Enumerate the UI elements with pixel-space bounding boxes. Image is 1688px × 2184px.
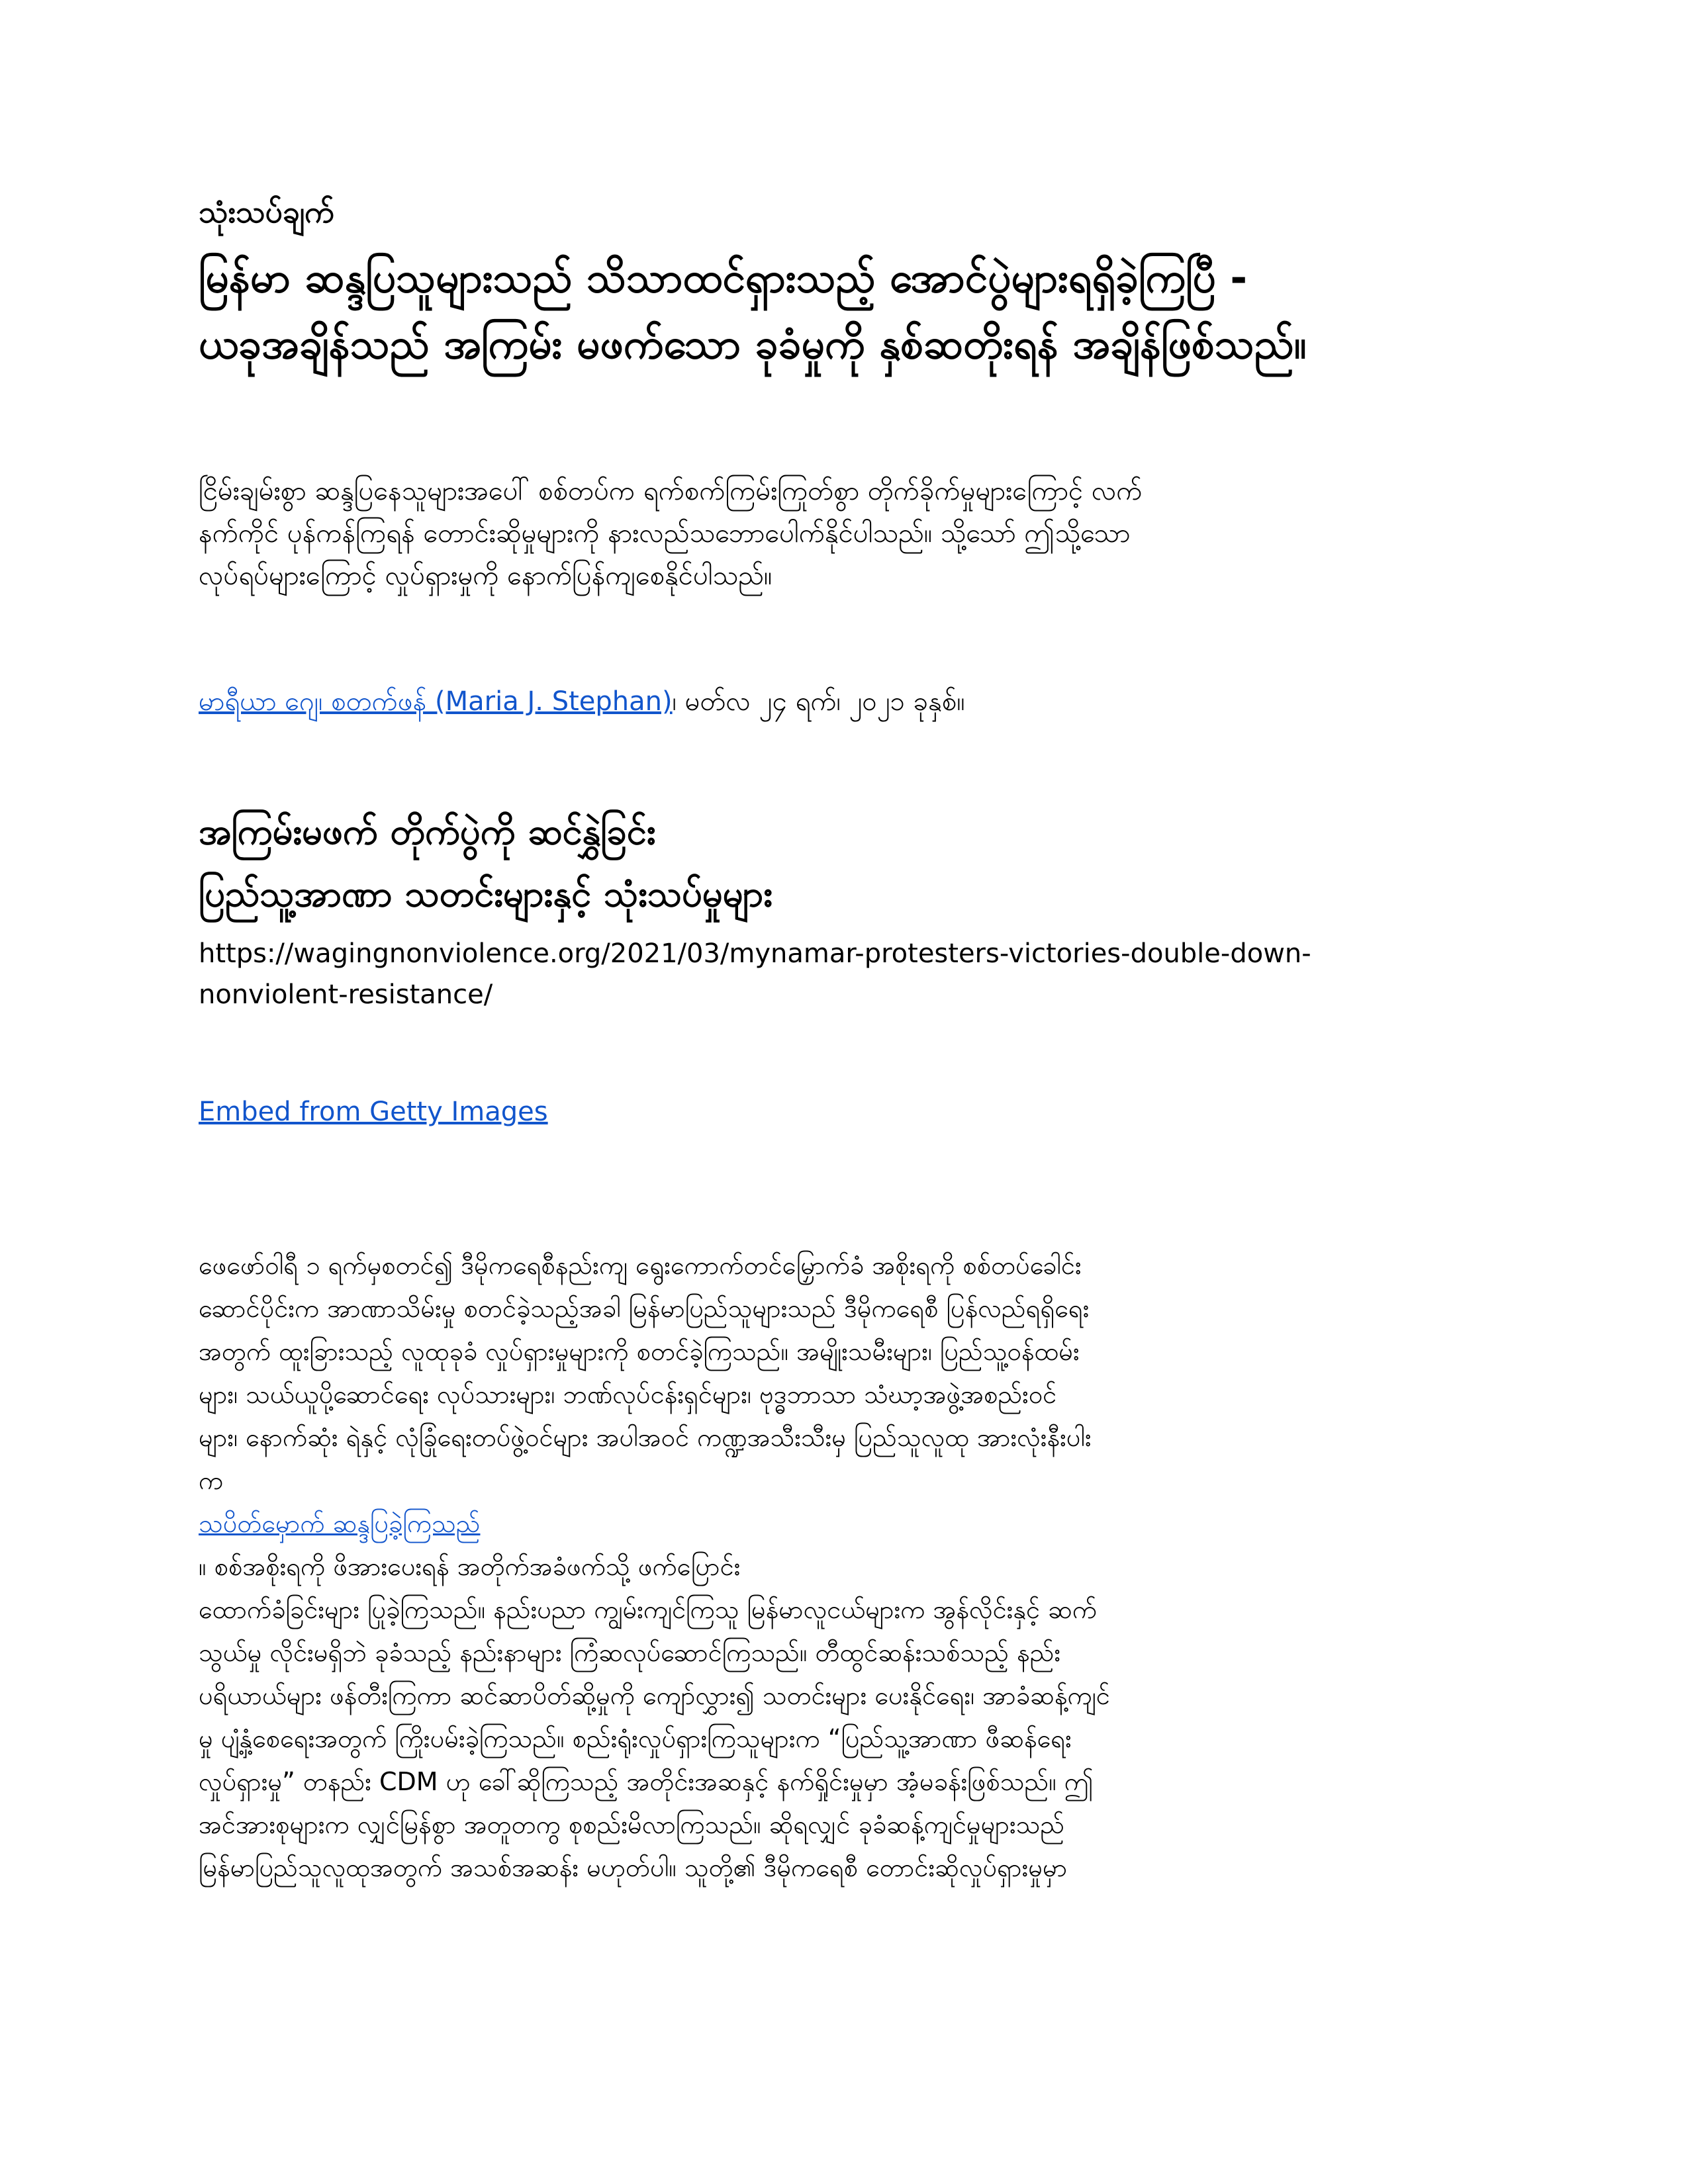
body-line: မှု ပျံ့နှံ့စေရေးအတွက် ကြိုးပမ်းခဲ့ကြသည်။ စည်းရုံးလှုပ်ရှားကြသူများက “ပြည်သူ့အာဏာ ဖီဆန်ရေး (199, 1724, 1072, 1753)
section-title (199, 801, 773, 925)
author-link[interactable]: မာရီယာ ဂျေ၊ စတက်ဖန် (Maria J. Stephan) (199, 686, 673, 717)
body-line: သွယ်မှု လိုင်းမရှိဘဲ ခုခံသည့် နည်းနာများ ကြံဆလုပ်ဆောင်ကြသည်။ တီထွင်ဆန်းသစ်သည့် နည်း (199, 1638, 1061, 1667)
byline-date: ၊ မတ်လ ၂၄ ရက်၊ ၂၀၂၁ ခုနှစ်။ (672, 686, 965, 717)
body-line-suffix: ။ စစ်အစိုးရကို ဖိအားပေးရန် အတိုက်အခံဖက်သို့ ဖက်ပြောင်း (199, 1552, 741, 1581)
body-line: ပရိယာယ်များ ဖန်တီးကြကာ ဆင်ဆာပိတ်ဆို့မှုကို ကျော်လွှား၍ သတင်းများ ပေးနိုင်ရေး၊ အာခံဆန့်ကျင် (199, 1681, 1110, 1710)
headline-line: မြန်မာ ဆန္ဒပြသူများသည် သိသာထင်ရှားသည့် အောင်ပွဲများရရှိခဲ့ကြပြီ - (199, 253, 1248, 302)
body-line: များ၊ နောက်ဆုံး ရဲနှင့် လုံခြုံရေးတပ်ဖွဲ့ဝင်များ အပါအဝင် ကဏ္ဍအသီးသီးမှ ပြည်သူလူထု အားလုံးနီးပါး (199, 1423, 1092, 1452)
source-url-line: nonviolent-resistance/ (199, 979, 493, 1010)
body-line: ထောက်ခံခြင်းများ ပြုခဲ့ကြသည်။ နည်းပညာ ကျွမ်းကျင်ကြသူ မြန်မာလူငယ်များက အွန်လိုင်းနှင့် ဆက် (199, 1595, 1098, 1624)
headline-line: ယခုအချိန်သည် အကြမ်း မဖက်သော ခုခံမှုကို နှစ်ဆတိုးရန် အချိန်ဖြစ်သည်။ (199, 320, 1307, 368)
body-line: အင်အားစုများက လျှင်မြန်စွာ အတူတကွ စုစည်းမိလာကြသည်။ ဆိုရလျှင် ခုခံဆန့်ကျင်မှုများသည် (199, 1810, 1065, 1839)
body-line: မြန်မာပြည်သူလူထုအတွက် အသစ်အဆန်း မဟုတ်ပါ။ သူတို့၏ ဒီမိုကရေစီ တောင်းဆိုလှုပ်ရှားမှုမှာ (199, 1853, 1068, 1882)
body-line: ဖေဖော်ဝါရီ ၁ ရက်မှစတင်၍ ဒီမိုကရေစီနည်းကျ ရွေးကောက်တင်မြှောက်ခံ အစိုးရကို စစ်တပ်ခေါင်း (199, 1251, 1082, 1280)
article-kicker: သုံးသပ်ချက် (199, 194, 335, 230)
byline (199, 682, 964, 721)
lede-line: ငြိမ်းချမ်းစွာ ဆန္ဒပြနေသူများအပေါ် စစ်တပ်က ရက်စက်ကြမ်းကြုတ်စွာ တိုက်ခိုက်မှုများကြောင့် လက် (199, 476, 1143, 506)
body-line: ဆောင်ပိုင်းက အာဏာသိမ်းမှု စတင်ခဲ့သည့်အခါ မြန်မာပြည်သူများသည် ဒီမိုကရေစီ ပြန်လည်ရရှိရေး (199, 1294, 1090, 1323)
article-body (199, 1244, 1496, 1889)
strike-protest-link[interactable]: သပိတ်မှောက် ဆန္ဒပြခဲ့ကြသည် (199, 1509, 481, 1538)
section-title-line: ပြည်သူ့အာဏာ သတင်းများနှင့် သုံးသပ်မှုများ (199, 873, 773, 915)
body-line: လှုပ်ရှားမှု” တနည်း CDM ဟု ခေါ်ဆိုကြသည့် အတိုင်းအဆနှင့် နက်ရှိုင်းမှုမှာ အံ့မခန်းဖြစ်သည်။ ဤ (199, 1767, 1094, 1796)
body-line (199, 1459, 1496, 1588)
source-url-line: https://wagingnonviolence.org/2021/03/mynamar-protesters-victories-double-down- (199, 938, 1311, 969)
body-line: များ၊ သယ်ယူပို့ဆောင်ရေး လုပ်သားများ၊ ဘဏ်လုပ်ငန်းရှင်များ၊ ဗုဒ္ဓဘာသာ သံဃာ့အဖွဲ့အစည်းဝင် (199, 1380, 1057, 1409)
section-title-line: အကြမ်းမဖက် တိုက်ပွဲကို ဆင်နွှဲခြင်း (199, 811, 656, 852)
article-headline (199, 245, 1496, 377)
body-line: အတွက် ထူးခြားသည့် လူထုခုခံ လှုပ်ရှားမှုများကို စတင်ခဲ့ကြသည်။ အမျိုးသမီးများ၊ ပြည်သူ့ဝန်ထမ်း (199, 1337, 1080, 1366)
embed-container (199, 1092, 548, 1132)
article-lede (199, 470, 1496, 597)
source-url (199, 933, 1496, 1015)
lede-line: လုပ်ရပ်များကြောင့် လှုပ်ရှားမှုကို နောက်ပြန်ကျစေနိုင်ပါသည်။ (199, 561, 773, 591)
lede-line: နက်ကိုင် ပုန်ကန်ကြရန် တောင်းဆိုမှုများကို နားလည်သဘောပေါက်နိုင်ပါသည်။ သို့သော် ဤသို့သော (199, 518, 1131, 549)
body-line-prefix: က (199, 1466, 224, 1495)
embed-getty-link[interactable]: Embed from Getty Images (199, 1097, 548, 1127)
